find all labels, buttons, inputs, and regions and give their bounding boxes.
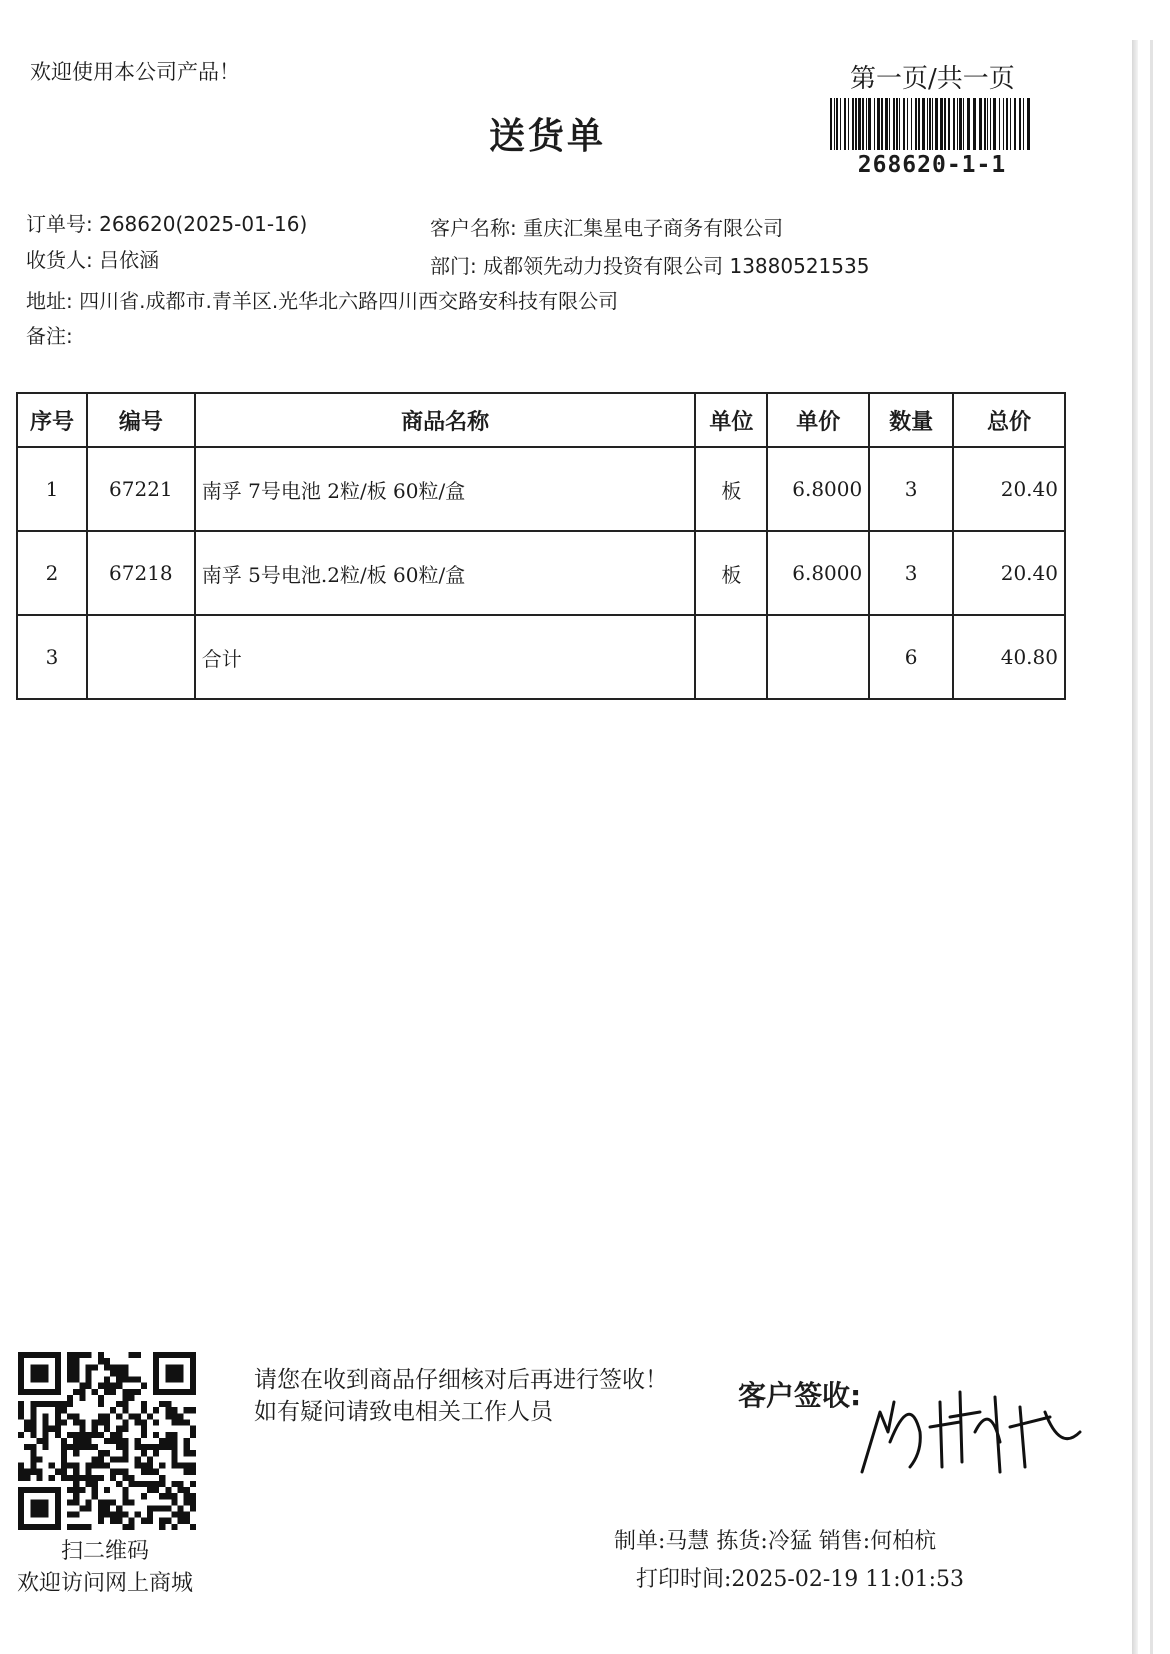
remark-label: 备注: bbox=[26, 324, 73, 348]
cell-seq: 2 bbox=[17, 531, 87, 615]
qr-caption-scan: 扫二维码 bbox=[60, 1539, 149, 1564]
barcode-bar bbox=[885, 98, 888, 150]
cell-name: 南孚 5号电池.2粒/板 60粒/盒 bbox=[195, 531, 696, 615]
barcode-bar bbox=[979, 98, 982, 150]
notice-text: 请您在收到商品仔细核对后再进行签收！如有疑问请致电相关工作人员 bbox=[254, 1367, 668, 1425]
barcode-bar bbox=[915, 98, 917, 150]
barcode-bar bbox=[929, 98, 931, 150]
barcode-bar bbox=[944, 98, 946, 150]
print-time: 打印时间:2025-02-19 11:01:53 bbox=[636, 1567, 965, 1592]
receiver-label: 收货人: bbox=[26, 248, 93, 272]
barcode-bar bbox=[959, 98, 962, 150]
cell-total: 40.80 bbox=[953, 615, 1065, 699]
barcode-bar bbox=[868, 98, 871, 150]
header-seq: 序号 bbox=[17, 393, 87, 447]
cell-qty: 6 bbox=[869, 615, 953, 699]
remark-row bbox=[26, 320, 73, 349]
barcode-bar bbox=[1019, 98, 1021, 150]
barcode-bar bbox=[922, 98, 925, 150]
barcode-bar bbox=[874, 98, 875, 150]
barcode-bar bbox=[927, 98, 928, 150]
barcode-bar bbox=[957, 98, 958, 150]
barcode-bar bbox=[953, 98, 955, 150]
barcode-bar bbox=[1023, 98, 1024, 150]
barcode-bar bbox=[836, 98, 838, 150]
header-qty: 数量 bbox=[869, 393, 953, 447]
barcode-bar bbox=[999, 98, 1000, 150]
barcode-bar bbox=[967, 98, 970, 150]
barcode-bar bbox=[866, 98, 867, 150]
barcode-bar bbox=[907, 98, 908, 150]
order-number-row bbox=[26, 208, 307, 237]
cell-name: 合计 bbox=[195, 615, 696, 699]
header-total: 总价 bbox=[953, 393, 1065, 447]
barcode-bar bbox=[918, 98, 920, 150]
barcode-bar bbox=[852, 98, 854, 150]
table-row-total bbox=[17, 615, 1065, 699]
page-title: 送货单 bbox=[488, 116, 606, 157]
department-label: 部门: bbox=[430, 254, 477, 278]
address-row bbox=[26, 285, 618, 314]
header-unit: 单位 bbox=[695, 393, 767, 447]
qr-caption-visit: 欢迎访问网上商城 bbox=[16, 1571, 193, 1596]
barcode-bar bbox=[990, 98, 991, 150]
header-name: 商品名称 bbox=[195, 393, 696, 447]
header-code: 编号 bbox=[87, 393, 195, 447]
table-row bbox=[17, 531, 1065, 615]
barcode-bar bbox=[1006, 98, 1008, 150]
cell-total: 20.40 bbox=[953, 531, 1065, 615]
barcode-bar bbox=[935, 98, 938, 150]
address-label: 地址: bbox=[26, 289, 73, 313]
barcode-bar bbox=[1003, 98, 1004, 150]
barcode-bar bbox=[889, 98, 890, 150]
barcode-bar bbox=[1014, 98, 1016, 150]
barcode-bar bbox=[984, 98, 986, 150]
department-value: 成都领先动力投资有限公司 13880521535 bbox=[483, 254, 870, 278]
customer-row bbox=[430, 212, 783, 241]
barcode-bar bbox=[896, 98, 898, 150]
barcode-bar bbox=[911, 98, 912, 150]
barcode bbox=[830, 98, 1035, 150]
barcode-bar bbox=[830, 98, 832, 150]
customer-name: 重庆汇集星电子商务有限公司 bbox=[523, 216, 784, 240]
staff-info: 制单:马慧 拣货:冷猛 销售:何柏杭 bbox=[614, 1529, 937, 1554]
signature-image bbox=[850, 1372, 1090, 1482]
barcode-bar bbox=[987, 98, 988, 150]
cell-seq: 1 bbox=[17, 447, 87, 531]
barcode-bar bbox=[834, 98, 835, 150]
cell-code bbox=[87, 615, 195, 699]
address-value: 四川省.成都市.青羊区.光华北六路四川西交路安科技有限公司 bbox=[79, 289, 619, 313]
barcode-bar bbox=[877, 98, 880, 150]
table-row bbox=[17, 447, 1065, 531]
items-table bbox=[16, 392, 1066, 700]
receiver-name: 吕依涵 bbox=[99, 248, 160, 272]
scan-edge-line bbox=[1150, 40, 1153, 1654]
barcode-bar bbox=[932, 98, 933, 150]
qr-code[interactable] bbox=[18, 1352, 196, 1530]
barcode-bar bbox=[855, 98, 857, 150]
order-number: 268620(2025-01-16) bbox=[99, 212, 308, 236]
cell-price: 6.8000 bbox=[767, 531, 869, 615]
barcode-bar bbox=[940, 98, 943, 150]
barcode-bar bbox=[881, 98, 883, 150]
barcode-bar bbox=[903, 98, 905, 150]
department-row bbox=[430, 250, 869, 279]
barcode-bar bbox=[844, 98, 846, 150]
cell-qty: 3 bbox=[869, 447, 953, 531]
barcode-bar bbox=[973, 98, 976, 150]
cell-unit bbox=[695, 615, 767, 699]
barcode-bar bbox=[848, 98, 849, 150]
barcode-bar bbox=[948, 98, 950, 150]
cell-code: 67221 bbox=[87, 447, 195, 531]
barcode-bar bbox=[1010, 98, 1011, 150]
cell-unit: 板 bbox=[695, 447, 767, 531]
page-info: 第一页/共一页 bbox=[850, 64, 1015, 94]
barcode-bar bbox=[858, 98, 861, 150]
cell-code: 67218 bbox=[87, 531, 195, 615]
welcome-text: 欢迎使用本公司产品！ bbox=[30, 60, 240, 84]
barcode-bar bbox=[899, 98, 900, 150]
order-number-label: 订单号: bbox=[26, 212, 93, 236]
scan-edge bbox=[1132, 40, 1138, 1654]
cell-total: 20.40 bbox=[953, 447, 1065, 531]
barcode-bar bbox=[993, 98, 996, 150]
barcode-bar bbox=[862, 98, 864, 150]
sign-label: 客户签收: bbox=[738, 1379, 862, 1412]
table-header-row bbox=[17, 393, 1065, 447]
cell-seq: 3 bbox=[17, 615, 87, 699]
receiver-row bbox=[26, 244, 159, 273]
cell-name: 南孚 7号电池 2粒/板 60粒/盒 bbox=[195, 447, 696, 531]
customer-label: 客户名称: bbox=[430, 216, 517, 240]
header-price: 单价 bbox=[767, 393, 869, 447]
barcode-bar bbox=[893, 98, 895, 150]
barcode-bar bbox=[963, 98, 964, 150]
barcode-number: 268620-1-1 bbox=[857, 152, 1007, 178]
barcode-bar bbox=[1027, 98, 1030, 150]
cell-price: 6.8000 bbox=[767, 447, 869, 531]
barcode-bar bbox=[840, 98, 841, 150]
cell-price bbox=[767, 615, 869, 699]
cell-qty: 3 bbox=[869, 531, 953, 615]
cell-unit: 板 bbox=[695, 531, 767, 615]
